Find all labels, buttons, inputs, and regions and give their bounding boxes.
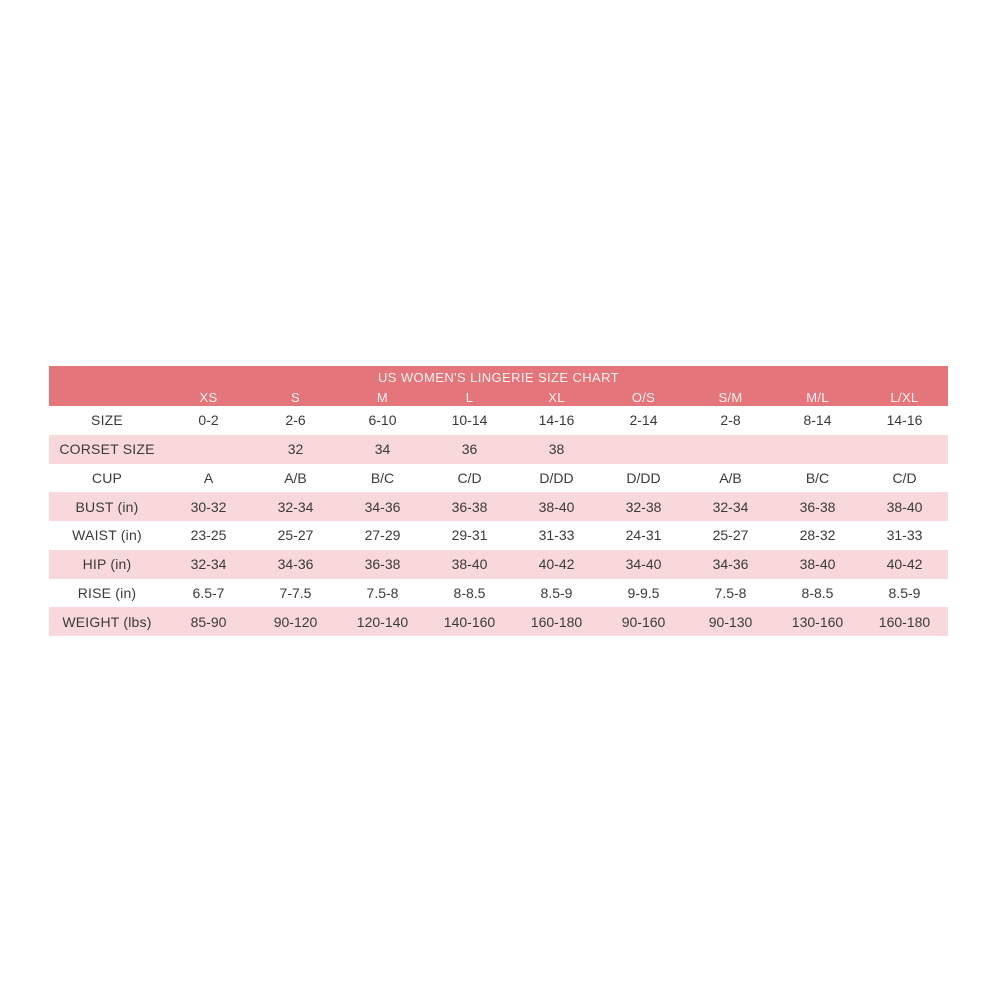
table-cell: 38-40 <box>538 498 575 515</box>
table-cell: 160-180 <box>530 613 583 630</box>
column-header: L <box>465 389 474 405</box>
table-cell: 8-8.5 <box>801 584 834 601</box>
table-cell: 29-31 <box>451 527 488 544</box>
table-row <box>49 492 948 521</box>
table-cell: 8.5-9 <box>888 584 921 601</box>
table-cell: 38-40 <box>886 498 923 515</box>
table-cell: 38-40 <box>451 556 488 573</box>
table-cell: 23-25 <box>190 527 227 544</box>
table-cell: 36 <box>461 441 478 458</box>
table-header <box>49 366 948 406</box>
table-cell: A <box>203 469 214 486</box>
table-cell: 40-42 <box>538 556 575 573</box>
table-cell: 27-29 <box>364 527 401 544</box>
table-cell: 14-16 <box>538 412 575 429</box>
table-cell: 32-38 <box>625 498 662 515</box>
row-label: WAIST (in) <box>72 527 142 544</box>
row-label: CORSET SIZE <box>59 441 155 458</box>
table-cell: 14-16 <box>886 412 923 429</box>
table-cell: 36-38 <box>451 498 488 515</box>
table-cell: 30-32 <box>190 498 227 515</box>
size-labels-row <box>49 388 948 406</box>
table-title: US WOMEN'S LINGERIE SIZE CHART <box>377 369 620 385</box>
table-cell: 140-160 <box>443 613 496 630</box>
table-cell: 34-36 <box>712 556 749 573</box>
table-cell: 10-14 <box>451 412 488 429</box>
column-header: M/L <box>806 389 829 405</box>
table-cell: 40-42 <box>886 556 923 573</box>
table-cell: 34-36 <box>364 498 401 515</box>
table-row <box>49 607 948 636</box>
table-cell: 34 <box>374 441 391 458</box>
table-row <box>49 550 948 579</box>
table-cell: A/B <box>284 469 307 486</box>
column-header: O/S <box>631 389 656 405</box>
table-cell: 8.5-9 <box>540 584 573 601</box>
column-header: XS <box>199 389 218 405</box>
table-cell: A/B <box>719 469 742 486</box>
size-chart-table <box>49 366 948 636</box>
table-cell: 7-7.5 <box>279 584 312 601</box>
table-cell: 38 <box>548 441 565 458</box>
table-cell: 85-90 <box>190 613 227 630</box>
row-label: WEIGHT (lbs) <box>62 613 152 630</box>
table-cell: 31-33 <box>538 527 575 544</box>
table-cell: 8-8.5 <box>453 584 486 601</box>
table-row <box>49 435 948 464</box>
table-cell: 25-27 <box>277 527 314 544</box>
table-cell: 9-9.5 <box>627 584 660 601</box>
table-body <box>49 406 948 636</box>
table-cell: C/D <box>457 469 482 486</box>
table-cell: 6.5-7 <box>192 584 225 601</box>
table-cell: 36-38 <box>799 498 836 515</box>
table-cell: 160-180 <box>878 613 931 630</box>
table-cell: D/DD <box>626 469 661 486</box>
table-cell: 7.5-8 <box>366 584 399 601</box>
row-label: BUST (in) <box>75 498 139 515</box>
table-cell: 2-6 <box>285 412 306 429</box>
table-cell: 28-32 <box>799 527 836 544</box>
column-header: S/M <box>718 389 743 405</box>
column-header: L/XL <box>890 389 919 405</box>
table-cell: B/C <box>370 469 395 486</box>
table-cell: 7.5-8 <box>714 584 747 601</box>
table-cell: 32 <box>287 441 304 458</box>
table-cell: C/D <box>892 469 917 486</box>
table-row <box>49 406 948 435</box>
table-cell: D/DD <box>539 469 574 486</box>
table-cell: 90-160 <box>621 613 666 630</box>
table-cell: 8-14 <box>803 412 832 429</box>
table-cell: 25-27 <box>712 527 749 544</box>
table-cell: 90-120 <box>273 613 318 630</box>
table-cell: 0-2 <box>198 412 219 429</box>
table-cell: 36-38 <box>364 556 401 573</box>
table-cell: 90-130 <box>708 613 753 630</box>
table-cell: B/C <box>805 469 830 486</box>
column-header: XL <box>548 389 565 405</box>
column-header: S <box>291 389 300 405</box>
table-row <box>49 579 948 608</box>
table-cell: 24-31 <box>625 527 662 544</box>
table-cell: 2-8 <box>720 412 741 429</box>
table-cell: 2-14 <box>629 412 658 429</box>
table-cell: 120-140 <box>356 613 409 630</box>
column-header: M <box>376 389 389 405</box>
table-cell: 34-36 <box>277 556 314 573</box>
row-label: HIP (in) <box>82 556 132 573</box>
row-label: CUP <box>91 469 123 486</box>
table-row <box>49 521 948 550</box>
table-cell: 31-33 <box>886 527 923 544</box>
table-cell: 32-34 <box>190 556 227 573</box>
row-label: SIZE <box>91 412 123 429</box>
row-label: RISE (in) <box>77 584 137 601</box>
table-cell: 34-40 <box>625 556 662 573</box>
table-cell: 32-34 <box>712 498 749 515</box>
table-cell: 32-34 <box>277 498 314 515</box>
table-cell: 38-40 <box>799 556 836 573</box>
table-row <box>49 464 948 493</box>
table-cell: 130-160 <box>791 613 844 630</box>
table-cell: 6-10 <box>368 412 397 429</box>
